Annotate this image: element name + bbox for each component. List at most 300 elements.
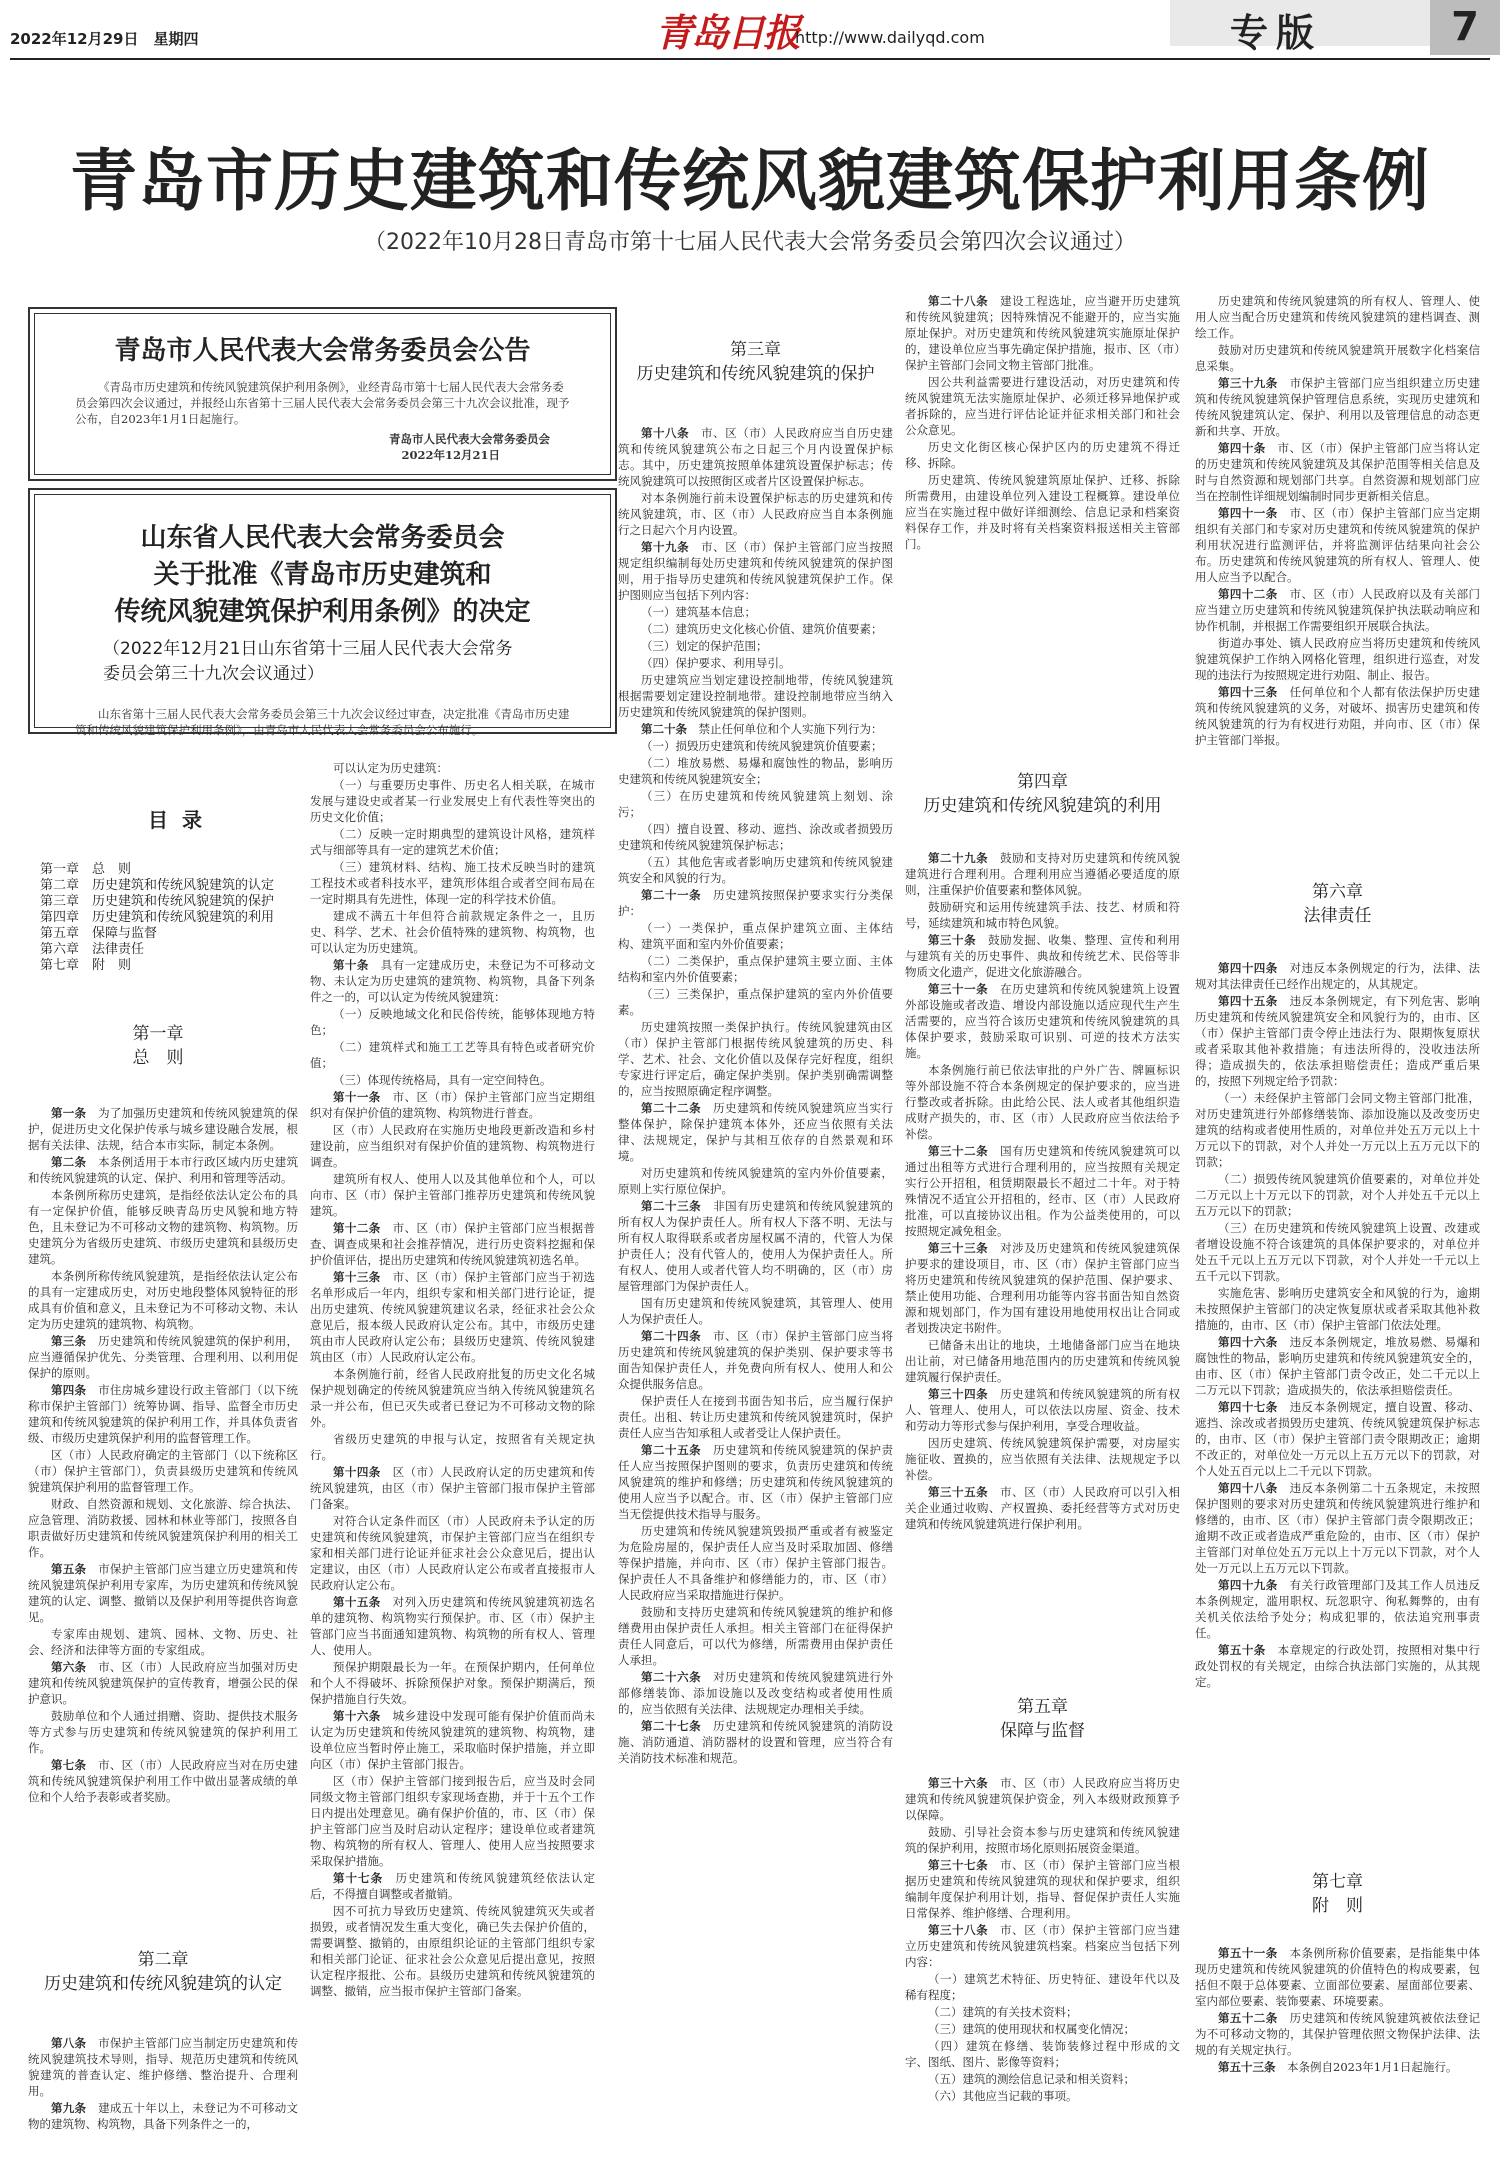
article-text: 建筑所有权人、使用人以及其他单位和个人，可以向市、区（市）保护主管部门推荐历史建筑和传统风貌建筑。	[310, 1172, 595, 1218]
article-text: （三）在历史建筑和传统风貌建筑上设置、改建或者增设设施不符合该建筑的具体保护要求的，对单位并处五千元以上五万元以下罚款，对个人并处一千元以上五千元以下罚款。	[1195, 1221, 1480, 1283]
article-paragraph	[905, 1775, 1180, 1823]
toc-item[interactable]: 第四章 历史建筑和传统风貌建筑的利用	[40, 910, 275, 925]
article-paragraph	[905, 2021, 1180, 2037]
article-paragraph	[310, 1089, 595, 1121]
article-text: 市、区（市）保护主管部门应当于初选名单形成后一年内，组织专家和相关部门进行论证，提出历史建筑、传统风貌建筑建议名录，经征求社会公众意见后，报本级人民政府认定公布。其中，市级历史建筑由市人民政府认定公布；县级历史建筑、传统风貌建筑由区（市）人民政府认定公布。	[310, 1270, 595, 1364]
article-paragraph	[1195, 440, 1480, 504]
article-text: 历史建筑按照一类保护执行。传统风貌建筑由区（市）保护主管部门根据传统风貌建筑的历史、科学、艺术、社会、文化价值以及保存完好程度，组织专家进行评定后，确定保护类别。保护类别确需调整的，应当按照原确定程序调整。	[618, 1020, 893, 1098]
toc-item[interactable]: 第七章 附 则	[40, 958, 132, 973]
announcement-body: 《青岛市历史建筑和传统风貌建筑保护利用条例》，业经青岛市第十七届人民代表大会常务委员会第四次会议通过，并报经山东省第十三届人民代表大会常务委员会第三十九次会议批准，现予公布，自2023年1月1日起施行。	[75, 380, 570, 426]
article-text: 违反本条例规定，擅自设置、移动、遮挡、涂改或者损毁历史建筑、传统风貌建筑保护标志的，由市、区（市）保护主管部门责令限期改正；逾期不改正的，对单位处一万元以上五万元以下的罚款，对个人处五百元以上二千元以下罚款。	[1195, 1400, 1480, 1478]
article-number: 第六条	[51, 1660, 87, 1674]
article-paragraph	[310, 1039, 595, 1071]
article-paragraph	[905, 1857, 1180, 1921]
article-number: 第十五条	[333, 1595, 381, 1609]
article-text: 本条例施行前已依法审批的户外广告、牌匾标识等外部设施不符合本条例规定的保护要求的，应当进行整改或者拆除。由此给公民、法人或者其他组织造成财产损失的，市、区（市）人民政府应当依法给予补偿。	[905, 1063, 1180, 1141]
article-text: 市住房城乡建设行政主管部门（以下统称市保护主管部门）统筹协调、指导、监督全市历史建筑和传统风貌建筑的保护利用工作，并具体负责省级、市级历史建筑保护利用的监督管理工作。	[28, 1383, 298, 1445]
article-text: （二）堆放易燃、易爆和腐蚀性的物品，影响历史建筑和传统风貌建筑安全；	[618, 756, 893, 786]
article-text: 对列入历史建筑和传统风貌建筑初选名单的建筑物、构筑物实行预保护。市、区（市）保护主管部门应当书面通知建筑物、构筑物的所有权人、管理人、使用人。	[310, 1595, 595, 1657]
decision-subtitle-line1: （2022年12月21日山东省第十三届人民代表大会常务	[103, 639, 513, 659]
article-text: 市、区（市）保护主管部门应当建立历史建筑和传统风貌建筑档案。档案应当包括下列内容：	[905, 1923, 1180, 1969]
chapter-7-heading: 第七章 附 则	[1312, 1872, 1363, 1916]
article-text: 市、区（市）保护主管部门应当定期组织对有保护价值的建筑物、构筑物进行普查。	[310, 1090, 595, 1120]
page-number: 7	[1430, 0, 1500, 55]
article-paragraph	[618, 854, 893, 886]
article-text: 专家库由规划、建筑、园林、文物、历史、社会、经济和法律等方面的专家组成。	[28, 1627, 298, 1657]
article-paragraph	[310, 777, 595, 825]
article-text: 区（市）保护主管部门接到报告后，应当及时会同同级文物主管部门组织专家现场查勘，并于十五个工作日内提出处理意见。确有保护价值的，市、区（市）保护主管部门应当及时启动认定程序；建设单位或者建筑物、构筑物的所有权人、管理人、使用人应当按照要求采取保护措施。	[310, 1774, 595, 1868]
article-text: 因不可抗力导致历史建筑、传统风貌建筑灭失或者损毁，或者情况发生重大变化，确已失去保护价值的，需要调整、撤销的，由原组织论证的主管部门组织专家和相关部门论证、征求社会公众意见后提出意见，按照认定程序报批、公布。县级历史建筑和传统风貌建筑的调整、撤销，应当报市保护主管部门备案。	[310, 1904, 595, 1998]
article-paragraph	[28, 1105, 298, 1153]
article-paragraph	[618, 1442, 893, 1522]
article-number: 第一条	[51, 1106, 87, 1120]
issue-date: 2022年12月29日 星期四	[10, 30, 199, 48]
article-number: 第五十条	[1218, 1643, 1266, 1657]
article-paragraph	[310, 1464, 595, 1512]
article-text: （二）建筑历史文化核心价值、建筑价值要素；	[641, 622, 883, 636]
article-paragraph	[618, 1604, 893, 1668]
article-text: 建设工程选址，应当避开历史建筑和传统风貌建筑；因特殊情况不能避开的，应当实施原址保护。对历史建筑和传统风貌建筑实施原址保护的，建设单位应当事先确定保护措施，报市、区（市）保护主管部门会同文物主管部门批准。	[905, 294, 1180, 372]
article-text: 鼓励和支持历史建筑和传统风貌建筑的维护和修缮费用由保护责任人承担。相关主管部门在征得保护责任人同意后，可以代为修缮，所需费用由保护责任人承担。	[618, 1605, 893, 1667]
article-paragraph	[310, 826, 595, 858]
section-banner	[1170, 0, 1430, 55]
article-paragraph	[28, 1659, 298, 1707]
article-paragraph	[905, 2004, 1180, 2020]
article-paragraph	[310, 1870, 595, 1902]
decision-heading-line2: 关于批准《青岛市历史建筑和	[153, 560, 492, 590]
article-number: 第四十四条	[1218, 961, 1278, 975]
chapter-2-heading: 第二章 历史建筑和传统风貌建筑的认定	[44, 1950, 282, 1994]
article-text: 违反本条例规定，堆放易燃、易爆和腐蚀性的物品，影响历史建筑和传统风貌建筑安全的，由市、区（市）保护主管部门责令改正，处二千元以上二万元以下罚款；造成损失的，依法承担赔偿责任。	[1195, 1335, 1480, 1397]
article-number: 第三条	[51, 1334, 87, 1348]
article-text: 市、区（市）人民政府应当加强对历史建筑和传统风貌建筑保护的宣传教育，增强公民的保护意识。	[28, 1660, 298, 1706]
chapter-5-heading: 第五章 保障与监督	[1000, 1697, 1085, 1741]
article-text: 违反本条例第二十五条规定，未按照保护图则的要求对历史建筑和传统风貌建筑进行维护和修缮的，由市、区（市）保护主管部门责令限期改正；逾期不改正或者造成严重危险的，由市、区（市）保护主管部门对单位处五万元以上十万元以下罚款，对个人处一万元以上五万元以下罚款。	[1195, 1481, 1480, 1575]
article-text: （一）与重要历史事件、历史名人相关联，在城市发展与建设史或者某一行业发展史上有代表性等突出的历史文化价值；	[310, 778, 595, 824]
article-number: 第十三条	[333, 1270, 381, 1284]
chapter-3-heading: 第三章 历史建筑和传统风貌建筑的保护	[636, 340, 875, 384]
article-text: （四）保护要求、利用导引。	[641, 656, 791, 670]
article-number: 第四十三条	[1218, 685, 1278, 699]
article-text: 市、区（市）保护主管部门应当定期组织有关部门和专家对历史建筑和传统风貌建筑的保护利用状况进行监测评估，并将监测评估结果向社会公布。历史建筑和传统风貌建筑的所有权人、管理人、使用人应当予以配合。	[1195, 506, 1480, 584]
article-text: 历史建筑和传统风貌建筑的消防设施、消防通道、消防器材的设置和管理，应当符合有关消防技术标准和规范。	[618, 1719, 893, 1765]
article-text: 鼓励对历史建筑和传统风貌建筑开展数字化档案信息采集。	[1195, 343, 1480, 373]
article-number: 第二十四条	[641, 1329, 702, 1343]
article-paragraph	[310, 1773, 595, 1869]
decision-body: 山东省第十三届人民代表大会常务委员会第三十九次会议经过审查，决定批准《青岛市历史建筑和传统风貌建筑保护利用条例》，由青岛市人民代表大会常务委员会公布施行。	[75, 707, 570, 737]
article-number: 第三十二条	[928, 1144, 989, 1158]
article-text: 可以认定为历史建筑：	[333, 761, 448, 775]
article-text: （三）在历史建筑和传统风貌建筑上刻划、涂污；	[618, 789, 893, 819]
article-text: 国有历史建筑和传统风貌建筑可以通过出租等方式进行合理利用的，应当按照有关规定实行公开招租，租赁期限最长不超过二十年。对于特殊情况不适宜公开招租的，经市、区（市）人民政府批准，可以直接协议出租。作为公益类使用的，可以按照规定减免租金。	[905, 1144, 1180, 1238]
article-number: 第九条	[51, 2101, 87, 2115]
article-paragraph	[618, 1393, 893, 1441]
article-text: 历史文化街区核心保护区内的历史建筑不得迁移、拆除。	[905, 440, 1180, 470]
article-text: 对本条例施行前未设置保护标志的历史建筑和传统风貌建筑，市、区（市）人民政府应当自本条例施行之日起六个月内设置。	[618, 491, 893, 537]
article-number: 第五十一条	[1218, 1946, 1278, 1960]
article-paragraph	[905, 2088, 1180, 2104]
page-header	[0, 0, 1500, 62]
announcement-box	[28, 307, 617, 481]
article-number: 第十一条	[333, 1090, 381, 1104]
article-text: 市、区（市）人民政府可以引入相关企业通过收购、产权置换、委托经营等方式对历史建筑和传统风貌建筑进行保护利用。	[905, 1485, 1180, 1531]
announcement-signer: 青岛市人民代表大会常务委员会	[389, 432, 550, 446]
article-paragraph	[310, 1431, 595, 1463]
article-text: 省级历史建筑的申报与认定，按照省有关规定执行。	[310, 1432, 595, 1462]
article-text: 国有历史建筑和传统风貌建筑，其管理人、使用人为保护责任人。	[618, 1296, 893, 1326]
header-rule	[10, 58, 1490, 60]
article-text: 历史建筑和传统风貌建筑应当实行整体保护，除保护建筑本体外，还应当依照有关法律、法规规定，保护与其相互依存的自然景观和环境。	[618, 1101, 893, 1163]
toc-title: 目录	[148, 808, 216, 832]
article-number: 第五条	[51, 1562, 87, 1576]
article-paragraph	[618, 887, 893, 919]
article-text: 违反本条例规定，有下列危害、影响历史建筑和传统风貌建筑安全和风貌行为的，由市、区（市）保护主管部门责令停止违法行为、限期恢复原状或者采取其他补救措施；有违法所得的，没收违法所得；造成损失的，依法承担赔偿责任；造成严重后果的，按照下列规定给予罚款：	[1195, 994, 1480, 1088]
announcement-date: 2022年12月21日	[401, 448, 500, 462]
article-text: 具有一定建成历史，未登记为不可移动文物、未认定为历史建筑的建筑物、构筑物，具备下列条件之一的，可以认定为传统风貌建筑：	[310, 958, 595, 1004]
article-text: 市、区（市）人民政府以及有关部门应当建立历史建筑和传统风貌建筑保护执法联动响应和协作机制，并根据工作需要组织开展联合执法。	[1195, 587, 1480, 633]
article-paragraph	[618, 788, 893, 820]
article-paragraph	[618, 655, 893, 671]
article-paragraph	[310, 760, 595, 776]
article-number: 第二十二条	[641, 1101, 702, 1115]
article-paragraph	[618, 604, 893, 620]
article-text: 鼓励发掘、收集、整理、宣传和利用与建筑有关的历史事件、典故和传统艺术、民俗等非物质文化遗产，促进文化旅游融合。	[905, 933, 1180, 979]
article-text: 对涉及历史建筑和传统风貌建筑保护要求的建设项目，市、区（市）保护主管部门应当将历史建筑和传统风貌建筑的保护范围、保护要求、禁止使用功能、合理利用功能等内容书面告知自然资源和规划部门，作为国有建设用地使用权出让合同或者划拨决定书附件。	[905, 1241, 1180, 1335]
article-paragraph	[1195, 1334, 1480, 1398]
article-number: 第三十八条	[928, 1923, 989, 1937]
column-3	[618, 425, 893, 2170]
article-paragraph	[905, 1240, 1180, 1336]
article-text: （五）其他危害或者影响历史建筑和传统风貌建筑安全和风貌的行为。	[618, 855, 893, 885]
article-paragraph	[28, 1333, 298, 1381]
article-paragraph	[905, 374, 1180, 438]
column-4-bottom	[905, 1775, 1180, 2170]
article-paragraph	[618, 1523, 893, 1603]
article-text: 历史建筑按照保护要求实行分类保护：	[618, 888, 893, 918]
article-paragraph	[618, 1165, 893, 1197]
column-1-continued	[28, 2035, 298, 2170]
article-paragraph	[28, 1268, 298, 1332]
article-number: 第四十条	[1218, 441, 1266, 455]
article-paragraph	[1195, 993, 1480, 1089]
article-number: 第三十五条	[928, 1485, 989, 1499]
column-5-bottom	[1195, 1945, 1480, 2170]
article-text: （二）二类保护，重点保护建筑主要立面、主体结构和室内外价值要素；	[618, 954, 893, 984]
article-paragraph	[905, 439, 1180, 471]
toc-item[interactable]: 第五章 保障与监督	[40, 926, 158, 941]
article-text: 区（市）人民政府在实施历史地段更新改造和乡村建设前，应当组织对有保护价值的建筑物、构筑物进行调查。	[310, 1123, 595, 1169]
masthead-logo: 青岛日报	[655, 10, 800, 55]
article-paragraph	[1195, 1090, 1480, 1170]
article-text: 鼓励和支持对历史建筑和传统风貌建筑进行合理利用。合理利用应当遵循必要适度的原则，注重保护价值要素和整体风貌。	[905, 851, 1180, 897]
announcement-inner	[34, 313, 611, 475]
article-paragraph	[618, 1019, 893, 1099]
article-paragraph	[618, 638, 893, 654]
article-text: （三）三类保护，重点保护建筑的室内外价值要素。	[618, 987, 893, 1017]
article-paragraph	[618, 986, 893, 1018]
article-number: 第三十九条	[1218, 376, 1278, 390]
article-text: （二）损毁传统风貌建筑价值要素的，对单位并处二万元以上十万元以下的罚款，对个人并处五千元以上五万元以下的罚款；	[1195, 1172, 1480, 1218]
article-paragraph	[1195, 960, 1480, 992]
article-text: （二）建筑的有关技术资料；	[928, 2005, 1078, 2019]
article-text: （三）体现传统格局，具有一定空间特色。	[333, 1073, 552, 1087]
toc-item[interactable]: 第二章 历史建筑和传统风貌建筑的认定	[40, 878, 275, 893]
decision-heading-line3: 传统风貌建筑保护利用条例》的决定	[114, 597, 531, 627]
article-paragraph	[1195, 635, 1480, 683]
article-paragraph	[310, 1513, 595, 1593]
article-text: 历史建筑和传统风貌建筑毁损严重或者有被鉴定为危险房屋的，保护责任人应当及时采取加固、修缮等保护措施，并向市、区（市）保护主管部门报告。保护责任人不具备维护和修缮能力的，市、区（市）人民政府应当采取措施进行保护。	[618, 1524, 893, 1602]
article-text: 非国有历史建筑和传统风貌建筑的所有权人为保护责任人。所有权人下落不明、无法与所有权人取得联系或者房屋权属不清的，代管人为保护责任人；没有代管人的，使用人为保护责任人。所有权人、使用人或者代管人均不明确的，区（市）房屋管理部门为保护责任人。	[618, 1199, 893, 1293]
article-text: （四）建筑在修缮、装饰装修过程中形成的文字、图纸、图片、影像等资料；	[905, 2039, 1180, 2069]
toc-item[interactable]: 第三章 历史建筑和传统风貌建筑的保护	[40, 894, 275, 909]
article-paragraph	[310, 1659, 595, 1707]
article-text: 市保护主管部门应当制定历史建筑和传统风貌建筑技术导则，指导、规范历史建筑和传统风貌建筑的普查认定、维护修缮、整治提升、合理利用。	[28, 2036, 298, 2098]
article-text: 市、区（市）人民政府应当自历史建筑和传统风貌建筑公布之日起三个月内设置保护标志。其中，历史建筑按照单体建筑设置保护标志；传统风貌建筑可以按照街区或者片区设置保护标志。	[618, 426, 893, 488]
article-paragraph	[28, 1496, 298, 1560]
article-paragraph	[905, 293, 1180, 373]
article-text: （三）建筑的使用现状和权属变化情况；	[928, 2022, 1135, 2036]
article-paragraph	[310, 1072, 595, 1088]
article-text: 本条例适用于本市行政区域内历史建筑和传统风貌建筑的认定、保护、利用和管理等活动。	[28, 1155, 298, 1185]
article-text: 为了加强历史建筑和传统风貌建筑的保护，促进历史文化保护传承与城乡建设融合发展，根据有关法律、法规，结合本市实际，制定本条例。	[28, 1106, 298, 1152]
article-subtitle: （2022年10月28日青岛市第十七届人民代表大会常务委员会第四次会议通过）	[364, 230, 1136, 255]
table-of-contents	[40, 862, 290, 974]
article-paragraph	[1195, 586, 1480, 634]
article-text: 在历史建筑和传统风貌建筑上设置外部设施或者改造、增设内部设施以适应现代生产生活需要的，应当符合该历史建筑和传统风貌建筑的具体保护要求，鼓励采取可识别、可逆的技术方法实施。	[905, 982, 1180, 1060]
toc-item[interactable]: 第六章 法律责任	[40, 942, 145, 957]
website-url[interactable]: http://www.dailyqd.com	[795, 28, 985, 47]
chapter-1-heading: 第一章 总 则	[132, 1024, 184, 1068]
article-text: 财政、自然资源和规划、文化旅游、综合执法、应急管理、消防救援、园林和林业等部门，按照各自职责做好历史建筑和传统风貌建筑保护利用的相关工作。	[28, 1497, 298, 1559]
article-number: 第三十七条	[928, 1858, 989, 1872]
article-text: （六）其他应当记载的事项。	[928, 2089, 1078, 2103]
article-paragraph	[905, 899, 1180, 931]
article-number: 第二十七条	[641, 1719, 702, 1733]
article-paragraph	[618, 821, 893, 853]
article-paragraph	[310, 1006, 595, 1038]
article-paragraph	[618, 539, 893, 603]
article-paragraph	[618, 755, 893, 787]
decision-inner	[34, 494, 611, 737]
article-paragraph	[1195, 293, 1480, 341]
article-text: 本章规定的行政处罚，按照相对集中行政处罚权的有关规定，由综合执法部门实施的，从其规定。	[1195, 1643, 1480, 1689]
article-number: 第四十一条	[1218, 506, 1278, 520]
article-text: 历史建筑和传统风貌建筑被依法登记为不可移动文物的，其保护管理依照文物保护法律、法规的有关规定执行。	[1195, 2011, 1480, 2057]
article-number: 第三十条	[928, 933, 977, 947]
article-paragraph	[618, 621, 893, 637]
article-number: 第三十三条	[928, 1241, 989, 1255]
article-number: 第二十条	[641, 722, 687, 736]
article-number: 第三十四条	[928, 1387, 989, 1401]
article-text: （三）划定的保护范围；	[641, 639, 768, 653]
article-number: 第十四条	[333, 1465, 381, 1479]
article-paragraph	[28, 1154, 298, 1186]
article-paragraph	[618, 425, 893, 489]
article-paragraph	[905, 932, 1180, 980]
article-title: 青岛市历史建筑和传统风貌建筑保护利用条例	[70, 141, 1430, 220]
article-paragraph	[310, 1171, 595, 1219]
article-number: 第四十二条	[1218, 587, 1278, 601]
article-number: 第八条	[51, 2036, 87, 2050]
article-paragraph	[1195, 1399, 1480, 1479]
chapter-4-heading: 第四章 历史建筑和传统风貌建筑的利用	[923, 772, 1162, 816]
article-number: 第四十六条	[1218, 1335, 1278, 1349]
article-text: 鼓励研究和运用传统建筑手法、技艺、材质和符号，延续建筑和城市特色风貌。	[905, 900, 1180, 930]
article-number: 第四十八条	[1218, 1481, 1278, 1495]
article-text: 对历史建筑和传统风貌建筑进行外部修缮装饰、添加设施以及改变结构或者使用性质的，应当依照有关法律、法规规定办理相关手续。	[618, 1670, 893, 1716]
article-text: 历史建筑和传统风貌建筑经依法认定后，不得擅自调整或者撤销。	[310, 1871, 595, 1901]
article-text: （二）建筑样式和施工工艺等具有特色或者研究价值；	[310, 1040, 595, 1070]
article-text: 本条例所称传统风貌建筑，是指经依法认定公布的具有一定建成历史，对历史地段整体风貌特征的形成具有价值和意义，且未登记为不可移动文物、未认定为历史建筑的建筑物、构筑物。	[28, 1269, 298, 1331]
article-number: 第四十七条	[1218, 1400, 1278, 1414]
article-paragraph	[905, 472, 1180, 552]
article-number: 第五十三条	[1218, 2060, 1276, 2074]
article-paragraph	[1195, 1945, 1480, 2009]
article-number: 第二条	[51, 1155, 87, 1169]
article-text: 因历史建筑、传统风貌建筑保护需要，对房屋实施征收、置换的，应当依照有关法律、法规规定予以补偿。	[905, 1436, 1180, 1482]
article-paragraph	[618, 1198, 893, 1294]
article-number: 第三十六条	[928, 1776, 989, 1790]
article-text: 历史建筑和传统风貌建筑的所有权人、管理人、使用人应当配合历史建筑和传统风貌建筑的建档调查、测绘工作。	[1195, 294, 1480, 340]
article-text: 市、区（市）保护主管部门应当将历史建筑和传统风貌建筑的保护类别、保护要求等书面告知保护责任人，并免费向所有权人、使用人和公众提供服务信息。	[618, 1329, 893, 1391]
article-text: 市、区（市）保护主管部门应当根据普查、调查成果和社会推荐情况，进行历史资料挖掘和保护价值评估，提出历史建筑和传统风貌建筑初选名单。	[310, 1221, 595, 1267]
article-paragraph	[1195, 505, 1480, 585]
article-text: 市保护主管部门应当建立历史建筑和传统风貌建筑保护利用专家库，为历史建筑和传统风貌建筑的认定、调整、撤销以及保护利用等提供咨询意见。	[28, 1562, 298, 1624]
article-paragraph	[28, 1382, 298, 1446]
article-paragraph	[310, 1366, 595, 1430]
article-paragraph	[1195, 375, 1480, 439]
article-text: 历史建筑和传统风貌建筑的保护责任人应当按照保护图则的要求，负责历史建筑和传统风貌建筑的维护和修缮；历史建筑和传统风貌建筑的使用人应当予以配合。市、区（市）保护主管部门应当无偿提供技术指导与服务。	[618, 1443, 893, 1521]
article-text: 有关行政管理部门及其工作人员违反本条例规定，滥用职权、玩忽职守、徇私舞弊的，由有关机关依法给予处分；构成犯罪的，依法追究刑事责任。	[1195, 1578, 1480, 1640]
article-number: 第十九条	[641, 540, 690, 554]
article-paragraph	[310, 1903, 595, 1999]
article-text: （四）擅自设置、移动、遮挡、涂改或者损毁历史建筑和传统风貌建筑保护标志；	[618, 822, 893, 852]
article-text: 市、区（市）保护主管部门应当根据历史建筑和传统风貌建筑的现状和保护要求，组织编制年度保护利用计划，指导、督促保护责任人实施日常保养、维护修缮、合理利用。	[905, 1858, 1180, 1920]
article-paragraph	[28, 1757, 298, 1805]
article-number: 第二十五条	[641, 1443, 702, 1457]
article-paragraph	[28, 1561, 298, 1625]
section-label: 专版	[1230, 10, 1323, 55]
article-text: （三）建筑材料、结构、施工技术反映当时的建筑工程技术或者科技水平，建筑形体组合或者空间布局在一定时期具有先进性，体现一定的科学技术价值。	[310, 860, 595, 906]
decision-box	[28, 488, 617, 737]
article-paragraph	[1195, 342, 1480, 374]
article-number: 第四十九条	[1218, 1578, 1278, 1592]
chapter-6-heading: 第六章 法律责任	[1303, 882, 1372, 926]
column-1	[28, 1105, 298, 1915]
article-paragraph	[310, 1220, 595, 1268]
article-text: 历史建筑和传统风貌建筑的保护利用，应当遵循保护优先、分类管理、合理利用、以利用促保护的原则。	[28, 1334, 298, 1380]
article-paragraph	[310, 957, 595, 1005]
article-paragraph	[905, 1971, 1180, 2003]
article-number: 第十条	[333, 958, 369, 972]
article-paragraph	[618, 738, 893, 754]
article-text: 任何单位和个人都有依法保护历史建筑和传统风貌建筑的义务，对破坏、损害历史建筑和传统风貌建筑的行为有权进行劝阻，并向市、区（市）保护主管部门举报。	[1195, 685, 1480, 747]
article-paragraph	[905, 1062, 1180, 1142]
article-paragraph	[618, 490, 893, 538]
article-number: 第二十一条	[641, 888, 702, 902]
article-paragraph	[618, 1718, 893, 1766]
article-text: （一）一类保护，重点保护建筑立面、主体结构、建筑平面和室内外价值要素；	[618, 921, 893, 951]
article-text: 建成不满五十年但符合前款规定条件之一，且历史、科学、艺术、社会价值特殊的建筑物、构筑物，也可以认定为历史建筑。	[310, 909, 595, 955]
article-number: 第十六条	[333, 1709, 381, 1723]
article-paragraph	[28, 1187, 298, 1267]
article-paragraph	[1195, 2010, 1480, 2058]
article-paragraph	[618, 1328, 893, 1392]
article-paragraph	[28, 1708, 298, 1756]
article-text: 鼓励、引导社会资本参与历史建筑和传统风貌建筑的保护利用，按照市场化原则拓展资金渠道。	[905, 1825, 1180, 1855]
article-paragraph	[1195, 1285, 1480, 1333]
article-text: 本条例自2023年1月1日起施行。	[1287, 2060, 1458, 2074]
article-number: 第十七条	[333, 1871, 384, 1885]
article-number: 第二十八条	[928, 294, 989, 308]
article-text: 区（市）人民政府认定的历史建筑和传统风貌建筑，由区（市）保护主管部门报市保护主管部门备案。	[310, 1465, 595, 1511]
decision-heading-line1: 山东省人民代表大会常务委员会	[140, 523, 505, 553]
article-text: 历史建筑应当划定建设控制地带，传统风貌建筑根据需要划定建设控制地带。建设控制地带应当纳入历史建筑和传统风貌建筑的保护图则。	[618, 673, 893, 719]
article-paragraph	[905, 1922, 1180, 1970]
column-5	[1195, 293, 1480, 853]
article-paragraph	[310, 1594, 595, 1658]
article-paragraph	[310, 1269, 595, 1365]
article-text: 市、区（市）保护主管部门应当将认定的历史建筑和传统风貌建筑及其保护范围等相关信息及时与自然资源和规划部门共享。自然资源和规划部门应当在控制性详细规划编制时同步更新相关信息。	[1195, 441, 1480, 503]
article-paragraph	[905, 850, 1180, 898]
article-paragraph	[905, 1824, 1180, 1856]
article-text: 历史建筑和传统风貌建筑的所有权人、管理人、使用人，可以依法以房屋、资金、技术和劳动力等形式参与保护利用，享受合理收益。	[905, 1387, 1180, 1433]
article-paragraph	[310, 908, 595, 956]
article-paragraph	[905, 1435, 1180, 1483]
announcement-heading: 青岛市人民代表大会常务委员会公告	[114, 336, 531, 366]
article-number: 第十二条	[333, 1221, 381, 1235]
article-paragraph	[1195, 1577, 1480, 1641]
article-paragraph	[905, 1386, 1180, 1434]
article-paragraph	[310, 1708, 595, 1772]
article-text: 市保护主管部门应当组织建立历史建筑和传统风貌建筑保护管理信息系统，实现历史建筑和传统风貌建筑认定、保护、利用以及管理信息的动态更新和共享、开放。	[1195, 376, 1480, 438]
article-paragraph	[618, 920, 893, 952]
article-number: 第四十五条	[1218, 994, 1278, 1008]
article-text: 区（市）人民政府确定的主管部门（以下统称区（市）保护主管部门），负责县级历史建筑和传统风貌建筑保护利用的监督管理工作。	[28, 1448, 298, 1494]
article-text: 市、区（市）人民政府应当对在历史建筑和传统风貌建筑保护利用工作中做出显著成绩的单位和个人给予表彰或者奖励。	[28, 1758, 298, 1804]
article-text: 预保护期限最长为一年。在预保护期内，任何单位和个人不得破坏、拆除预保护对象。预保护期满后，预保护措施自行失效。	[310, 1660, 595, 1706]
decision-subtitle-line2: 委员会第三十九次会议通过）	[103, 664, 324, 684]
article-number: 第三十一条	[928, 982, 989, 996]
article-paragraph	[905, 1143, 1180, 1239]
article-text: （一）未经保护主管部门会同文物主管部门批准，对历史建筑进行外部修缮装饰、添加设施以及改变历史建筑的结构或者使用性质的，对单位并处五万元以上十万元以下的罚款，对个人并处一万元以上五万元以下的罚款；	[1195, 1091, 1480, 1169]
article-text: 本条例所称价值要素，是指能集中体现历史建筑和传统风貌建筑的价值特色的构成要素，包括但不限于总体要素、立面部位要素、屋面部位要素、室内部位要素、装饰要素、环境要素。	[1195, 1946, 1480, 2008]
article-number: 第四条	[51, 1383, 87, 1397]
column-2	[310, 760, 595, 2170]
article-paragraph	[905, 1484, 1180, 1532]
article-paragraph	[905, 1337, 1180, 1385]
article-number: 第二十六条	[641, 1670, 702, 1684]
article-text: 建成五十年以上，未登记为不可移动文物的建筑物、构筑物，具备下列条件之一的，	[28, 2101, 298, 2131]
article-paragraph	[905, 2038, 1180, 2070]
article-text: 对历史建筑和传统风貌建筑的室内外价值要素，原则上实行原位保护。	[618, 1166, 893, 1196]
article-text: 已储备未出让的地块，土地储备部门应当在地块出让前，对已储备用地范围内的历史建筑和传统风貌建筑履行保护责任。	[905, 1338, 1180, 1384]
article-paragraph	[618, 953, 893, 985]
article-text: （一）反映地域文化和民俗传统，能够体现地方特色；	[310, 1007, 595, 1037]
article-text: （一）建筑基本信息；	[641, 605, 756, 619]
article-paragraph	[28, 1447, 298, 1495]
article-text: （一）损毁历史建筑和传统风貌建筑价值要素；	[641, 739, 883, 753]
article-paragraph	[905, 981, 1180, 1061]
column-4	[905, 293, 1180, 713]
article-paragraph	[618, 1295, 893, 1327]
toc-item[interactable]: 第一章 总 则	[40, 862, 132, 877]
article-paragraph	[28, 2035, 298, 2099]
article-number: 第二十三条	[641, 1199, 702, 1213]
article-paragraph	[310, 859, 595, 907]
column-4-middle	[905, 850, 1180, 1700]
article-number: 第二十九条	[928, 851, 989, 865]
